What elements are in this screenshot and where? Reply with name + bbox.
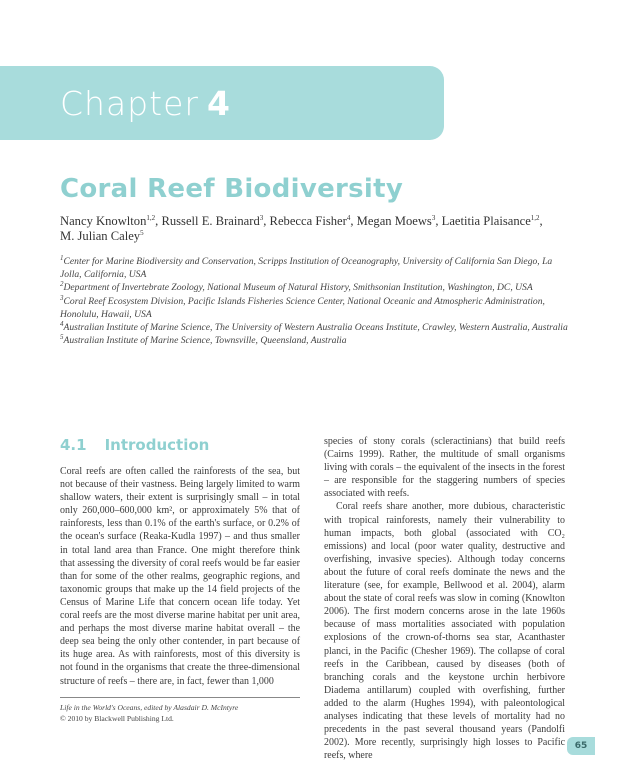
affiliation [60, 295, 570, 321]
affiliation [60, 334, 570, 347]
affiliation-number: 5 [60, 333, 64, 342]
author-name: Laetitia Plaisance [441, 214, 531, 228]
section-number: 4.1 [60, 436, 87, 454]
footnote-divider [60, 697, 300, 698]
affiliation-number: 4 [60, 319, 64, 328]
affiliation-list [60, 255, 570, 347]
affiliation-text: Australian Institute of Marine Science, Townsville, Queensland, Australia [63, 335, 347, 347]
chapter-title: Coral Reef Biodiversity [60, 174, 404, 204]
author-affiliation-ref: 3 [431, 213, 436, 222]
section-title: Introduction [104, 436, 210, 454]
body-column-right [324, 435, 565, 762]
affiliation [60, 255, 570, 281]
author-affiliation-ref: 4 [346, 213, 351, 222]
affiliation-text: Department of Invertebrate Zoology, National Museum of Natural History, Smithsonian Institution, Washington, DC, USA [63, 282, 533, 294]
author-affiliation-ref: 5 [140, 228, 144, 237]
paragraph: Coral reefs are often called the rainforests of the sea, but not because of their vastness. Being largely limited to warm shallow waters, their extent is surprisingly small – in total only 260,000–600,000 km², or approximately 5% that of rainforests, less than 0.1% of the earth's surface, or 0.2% of the ocean's surface (Reaka-Kudla 1997) – and thus smaller in total land area than France. One might therefore think that assessing the diversity of coral reefs would be far easier than for some of the other realms, geographic regions, and taxonomic groups that make up the 14 field projects of the Census of Marine Life that concern ocean life today. Yet coral reefs are the most diverse marine habitat per unit area, and perhaps the most diverse marine habitat overall – the deep sea being the only other contender, in part because of its huge area. As with rainforests, most of this diversity is not found in the organisms that create the three-dimensional structure of reefs – there are, in fact, fewer than 1,000 [60, 466, 300, 687]
affiliation [60, 281, 570, 294]
affiliation-text: Coral Reef Ecosystem Division, Pacific Islands Fisheries Science Center, National Oceanic and Atmospheric Administration, Honolulu, Hawaii, USA [60, 295, 545, 320]
affiliation-number: 2 [60, 280, 64, 289]
author-name: Megan Moews [356, 214, 432, 228]
affiliation-text: Center for Marine Biodiversity and Conservation, Scripps Institution of Oceanography, University of California San Diego, La Jolla, California, USA [60, 256, 553, 281]
footnote [60, 702, 300, 724]
footnote-source: Life in the World's Oceans, edited by Alasdair D. McIntyre [60, 703, 239, 712]
author-name: Rebecca Fisher [269, 214, 347, 228]
paragraph: Coral reefs share another, more dubious, characteristic with tropical rainforests, namely their vulnerability to human impacts, both global (associated with CO₂ emissions) and local (poor water quality, destructive and overfishing, invasive species). Although today concerns about the future of coral reefs dominate the news and the literature (see, for example, Bellwood et al. 2004), alarm about the state of coral reefs was slow in coming (Knowlton 2006). The first modern concerns arose in the late 1960s because of mass mortalities associated with population explosions of the crown-of-thorns sea star, Acanthaster planci, in the Pacific (Chesher 1969). The collapse of coral reefs in the Caribbean, caused by diseases (both of branching corals and the keystone urchin herbivore Diadema antillarum) coupled with overfishing, further added to the alarm (Hughes 1994), with paleontological analyses indicating that these levels of mortality had no precedents in the past several thousand years (Pandolfi 2002). More recently, surprisingly high losses to Pacific reefs, where [324, 501, 565, 762]
page-number: 65 [567, 737, 595, 755]
section-heading [60, 436, 209, 454]
author-name: Nancy Knowlton [60, 214, 147, 228]
author-affiliation-ref: 1,2 [530, 213, 540, 222]
affiliation [60, 321, 570, 334]
body-column-left [60, 465, 300, 688]
author-name: Russell E. Brainard [161, 214, 260, 228]
affiliation-text: Australian Institute of Marine Science, The University of Western Australia Oceans Institute, Crawley, Western Australia, Australia [63, 322, 568, 334]
chapter-label: Chapter 4 [60, 84, 231, 123]
paragraph: species of stony corals (scleractinians) that build reefs (Cairns 1999). Rather, the multitude of small organisms living with corals – the equivalent of the insects in the forest – are responsible for the staggering numbers of species associated with reefs. [324, 436, 565, 500]
affiliation-number: 1 [60, 253, 64, 262]
author-affiliation-ref: 1,2 [146, 213, 156, 222]
affiliation-number: 3 [60, 293, 64, 302]
chapter-number: 4 [206, 84, 231, 123]
author-list: Nancy Knowlton$^{1,2}$, Russell E. Brainard$^3$, Rebecca Fisher$^4$, Megan Moews$^3$, Laetitia Plaisance$^{1,2}$, M. Julian Caley$^5$ [60, 213, 543, 243]
author-affiliation-ref: 3 [259, 213, 264, 222]
footnote-copyright: © 2010 by Blackwell Publishing Ltd. [60, 714, 174, 723]
author-name: M. Julian Caley [60, 229, 141, 243]
